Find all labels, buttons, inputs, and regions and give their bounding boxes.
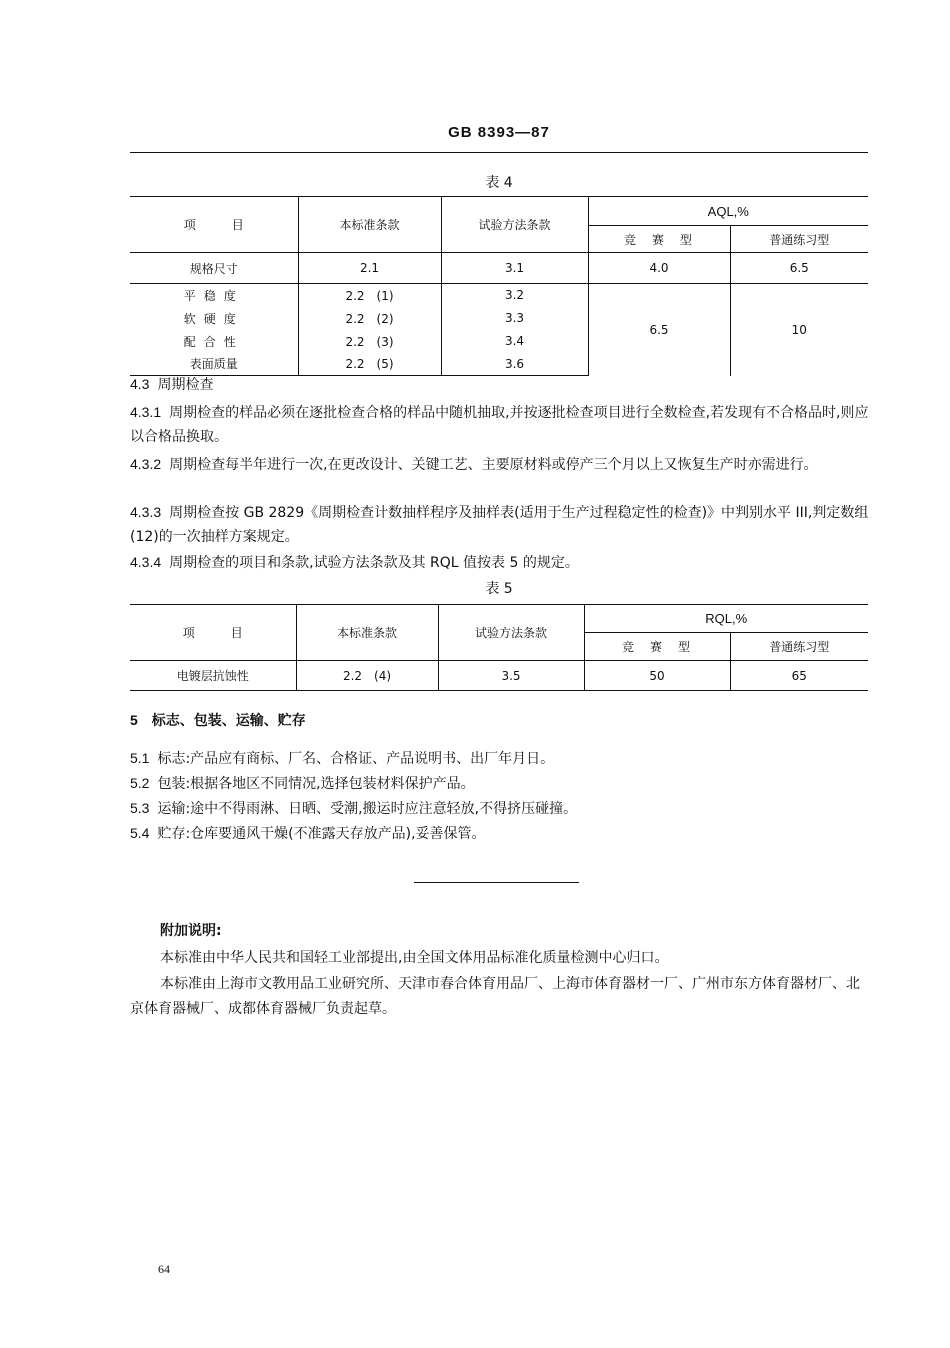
table-4-cell-method: 3.4: [441, 330, 588, 353]
clause-number: 4.3.2: [130, 456, 162, 472]
clause-number: 4.3.1: [130, 404, 162, 420]
table-4-cell-item: 配合性: [183, 334, 244, 349]
table-5-header-method: 试验方法条款: [438, 605, 584, 661]
table-5-cell-clause: 2.2 (4): [296, 661, 438, 691]
table-4-cell-clause: 2.1: [298, 253, 441, 284]
notes-title: 附加说明:: [160, 923, 222, 939]
table-4-merged-practice: 10: [730, 284, 868, 376]
table-4-cell-item: 规格尺寸: [130, 253, 298, 284]
clause-text: 包装:根据各地区不同情况,选择包装材料保护产品。: [157, 776, 475, 792]
clause-text: 贮存:仓库要通风干燥(不准露天存放产品),妥善保管。: [157, 826, 486, 842]
section-title: 标志、包装、运输、贮存: [151, 713, 306, 729]
clause-text: 周期检查按 GB 2829《周期检查计数抽样程序及抽样表(适用于生产过程稳定性的检查)》中判别水平 III,判定数组(12)的一次抽样方案规定。: [130, 505, 869, 545]
table-5-cell-item: 电镀层抗蚀性: [130, 661, 296, 691]
table-4-cell-method: 3.2: [441, 284, 588, 307]
table-row: [130, 284, 868, 307]
table-4-header-practice: 普通练习型: [730, 226, 868, 253]
table-4-cell-method: 3.6: [441, 353, 588, 376]
table-row: [130, 253, 868, 284]
table-4-header-competition: 竞 赛 型: [588, 226, 730, 253]
clause-number: 5.3: [130, 800, 150, 816]
table-4-cell-item: 平稳度: [183, 288, 244, 303]
clause-number: 4.3.4: [130, 554, 162, 570]
table-5-cell-method: 3.5: [438, 661, 584, 691]
table-row: [130, 661, 868, 691]
table-4-cell-competition: 4.0: [588, 253, 730, 284]
table-4-caption: 表 4: [485, 175, 513, 191]
clause-number: 5.4: [130, 825, 150, 841]
clause-number: 5.2: [130, 775, 150, 791]
table-4-cell-method: 3.3: [441, 307, 588, 330]
section-number: 5: [130, 712, 138, 728]
paragraph-4-3-1: [130, 400, 870, 449]
notes-line-2: 本标准由上海市文教用品工业研究所、天津市春合体育用品厂、上海市体育器材一厂、广州市东方体育器材厂、北京体育器械厂、成都体育器械厂负责起草。: [130, 976, 860, 1017]
notes-line-1: 本标准由中华人民共和国轻工业部提出,由全国文体用品标准化质量检测中心归口。: [160, 950, 669, 966]
table-5-header-practice: 普通练习型: [730, 633, 868, 661]
table-4-cell-clause: 2.2 (1): [298, 284, 441, 307]
clause-text: 运输:途中不得雨淋、日晒、受潮,搬运时应注意轻放,不得挤压碰撞。: [157, 801, 578, 817]
clause-text: 周期检查每半年进行一次,在更改设计、关键工艺、主要原材料或停产三个月以上又恢复生产时亦需进行。: [169, 457, 818, 473]
table-4-merged-competition: 6.5: [588, 284, 730, 376]
table-5-header-clause: 本标准条款: [296, 605, 438, 661]
clause-number: 5.1: [130, 750, 150, 766]
table-4-cell-item: 表面质量: [130, 353, 298, 376]
end-separator: [414, 882, 579, 883]
table-4-cell-clause: 2.2 (2): [298, 307, 441, 330]
table-4-header-clause: 本标准条款: [298, 197, 441, 253]
clause-text: 周期检查的项目和条款,试验方法条款及其 RQL 值按表 5 的规定。: [169, 555, 579, 571]
standard-code-header: GB 8393—87: [448, 124, 550, 141]
table-5-header-item: 项 目: [130, 605, 296, 661]
table-4-cell-method: 3.1: [441, 253, 588, 284]
table-4-header-method: 试验方法条款: [441, 197, 588, 253]
section-5-heading: [130, 710, 306, 730]
clause-text: 周期检查的样品必须在逐批检查合格的样品中随机抽取,并按逐批检查项目进行全数检查,若发现有不合格品时,则应以合格品换取。: [130, 405, 869, 445]
table-5-cell-practice: 65: [730, 661, 868, 691]
paragraph-4-3-4: [130, 550, 870, 575]
table-5-cell-competition: 50: [584, 661, 730, 691]
table-5-caption: 表 5: [485, 581, 513, 597]
header-rule: [130, 152, 868, 153]
table-4: [130, 196, 868, 376]
table-5: [130, 604, 868, 691]
paragraph-4-3-2: [130, 452, 870, 477]
paragraph-4-3-3: [130, 500, 870, 549]
clause-5-2: [130, 773, 475, 793]
section-title: 周期检查: [157, 377, 214, 393]
table-5-header-rql: RQL,%: [584, 605, 868, 633]
clause-5-1: [130, 748, 554, 768]
table-4-cell-item: 软硬度: [183, 311, 244, 326]
clause-5-3: [130, 798, 577, 818]
clause-text: 标志:产品应有商标、厂名、合格证、产品说明书、出厂年月日。: [157, 751, 555, 767]
table-4-cell-practice: 6.5: [730, 253, 868, 284]
clause-number: 4.3.3: [130, 504, 162, 520]
table-4-cell-clause: 2.2 (5): [298, 353, 441, 376]
table-5-header-competition: 竞 赛 型: [584, 633, 730, 661]
page-number: 64: [158, 1262, 170, 1276]
section-number: 4.3: [130, 376, 150, 392]
table-4-cell-clause: 2.2 (3): [298, 330, 441, 353]
table-4-header-aql: AQL,%: [588, 197, 868, 226]
clause-5-4: [130, 823, 486, 843]
section-4-3-heading: [130, 374, 213, 394]
table-4-header-item: 项 目: [130, 197, 298, 253]
